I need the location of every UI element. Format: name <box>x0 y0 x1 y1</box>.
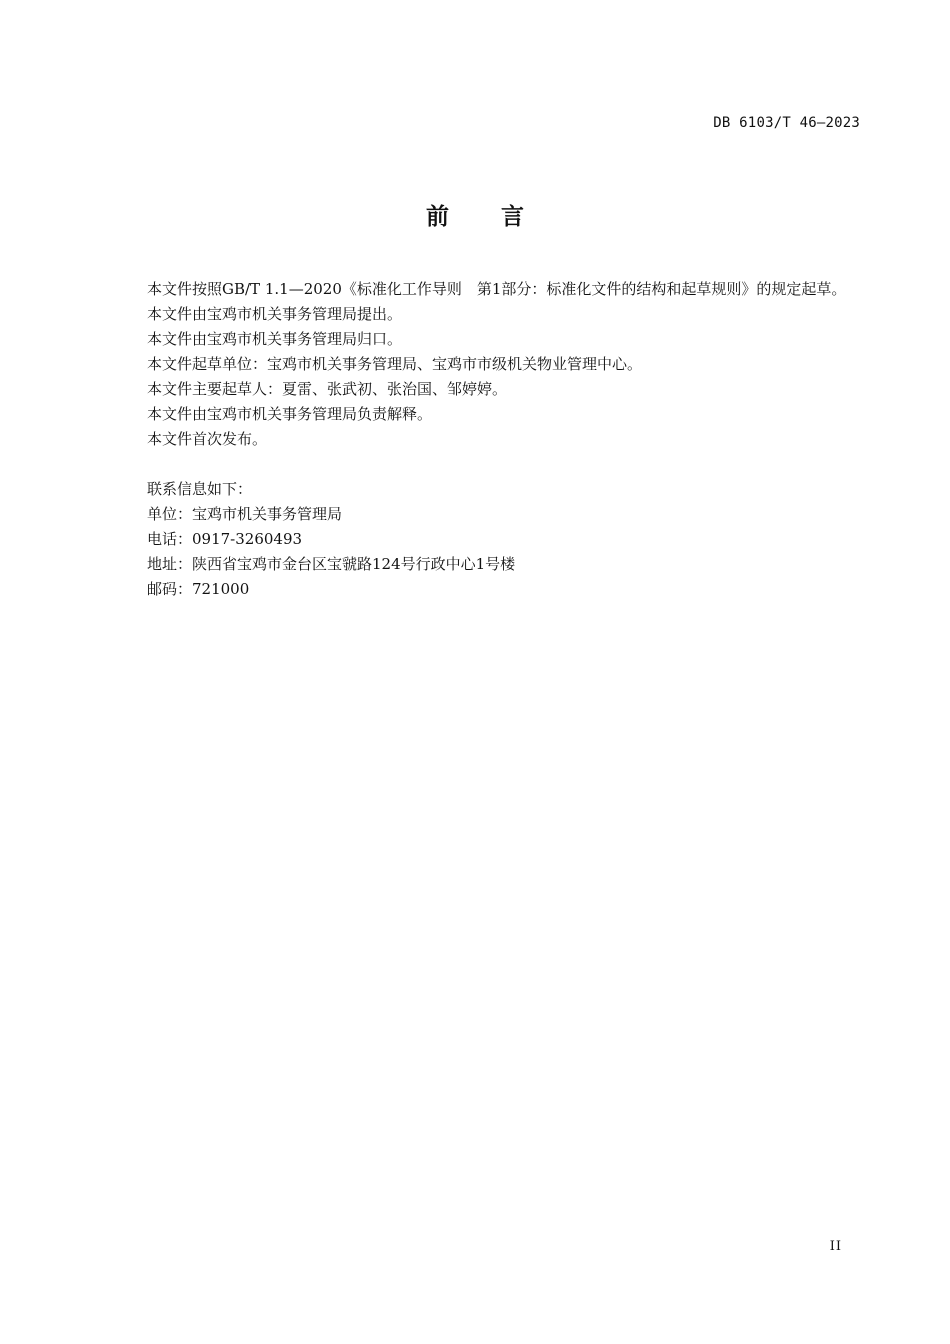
contact-intro: 联系信息如下： <box>147 480 253 498</box>
preface-body <box>113 277 860 602</box>
paragraph-drafting-units: 本文件起草单位：宝鸡市机关事务管理局、宝鸡市市级机关物业管理中心。 <box>147 355 643 373</box>
contact-postcode: 邮码：721000 <box>147 580 250 598</box>
contact-unit: 单位：宝鸡市机关事务管理局 <box>147 505 343 523</box>
document-code: DB 6103/T 46—2023 <box>713 115 860 131</box>
paragraph-first-release: 本文件首次发布。 <box>147 430 268 448</box>
paragraph-drafters: 本文件主要起草人：夏雷、张武初、张治国、邹婷婷。 <box>147 380 508 398</box>
paragraph-interpretation: 本文件由宝鸡市机关事务管理局负责解释。 <box>147 405 433 423</box>
page-number: II <box>829 1239 842 1254</box>
contact-address: 地址：陕西省宝鸡市金台区宝虢路124号行政中心1号楼 <box>147 555 516 573</box>
page-title: 前言 <box>426 204 576 230</box>
paragraph-drafting-basis: 本文件按照GB/T 1.1—2020《标准化工作导则 第1部分：标准化文件的结构和起草规则》的规定起草。 <box>147 280 847 298</box>
contact-phone: 电话：0917-3260493 <box>147 530 303 548</box>
section-spacer <box>113 452 860 477</box>
paragraph-proposer: 本文件由宝鸡市机关事务管理局提出。 <box>147 305 403 323</box>
paragraph-administrator: 本文件由宝鸡市机关事务管理局归口。 <box>147 330 403 348</box>
